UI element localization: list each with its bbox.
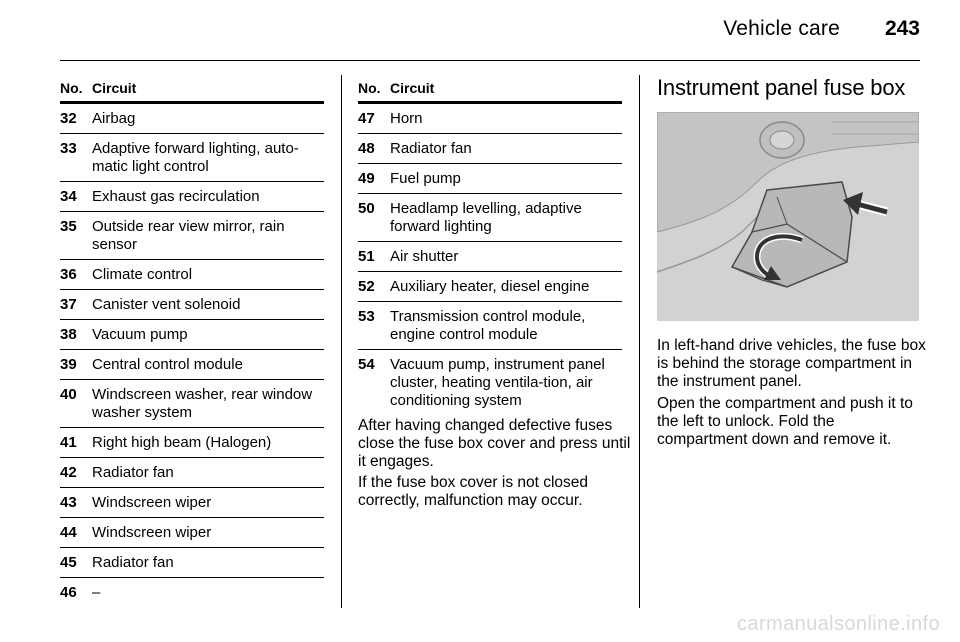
header-rule [60,60,920,61]
watermark: carmanualsonline.info [737,613,940,635]
fuse-circuit: Radiator fan [390,140,472,157]
fuse-row [358,194,622,242]
fuse-row [60,134,324,182]
fuse-row [358,272,622,302]
fuse-circuit: Radiator fan [92,464,174,481]
fuse-number: 50 [358,200,375,217]
fuse-circuit: Windscreen washer, rear window washer system [92,386,313,421]
fuse-row [358,134,622,164]
fuse-table-right [358,80,622,415]
fuse-circuit: – [92,584,101,601]
fuse-box-removal-text: Open the compartment and push it to the left to unlock. Fold the compartment down and remove it. [657,395,913,448]
fuse-number: 39 [60,356,77,373]
fuse-circuit: Windscreen wiper [92,494,212,511]
column-header-circuit: Circuit [92,80,137,96]
fuse-number: 52 [358,278,375,295]
fuse-circuit: Air shutter [390,248,459,265]
fuse-row [60,380,324,428]
fuse-box-illustration [657,112,919,321]
fuse-number: 34 [60,188,77,205]
fuse-row [60,182,324,212]
fuse-row [60,488,324,518]
fuse-row [358,104,622,134]
fuse-circuit: Airbag [92,110,136,127]
fuse-circuit: Canister vent solenoid [92,296,241,313]
fuse-row [60,350,324,380]
fuse-number: 38 [60,326,77,343]
fuse-row [60,212,324,260]
fuse-number: 33 [60,140,77,157]
fuse-row [60,428,324,458]
fuse-row [60,458,324,488]
fuse-circuit: Vacuum pump, instrument panel cluster, heating ventila-tion, air conditioning system [390,356,605,409]
fuse-number: 48 [358,140,375,157]
fuse-number: 45 [60,554,77,571]
fuse-number: 36 [60,266,77,283]
fuse-row [60,320,324,350]
fuse-number: 54 [358,356,375,373]
fuse-cover-instruction: After having changed defective fuses close the fuse box cover and press until it engages. [358,417,631,470]
fuse-row [60,104,324,134]
fuse-circuit: Climate control [92,266,193,283]
fuse-number: 49 [358,170,375,187]
fuse-table-left [60,80,324,607]
fuse-circuit: Right high beam (Halogen) [92,434,272,451]
fuse-circuit: Fuel pump [390,170,461,187]
fuse-box-location-text: In left-hand drive vehicles, the fuse box is behind the storage compartment in the instrument panel. [657,337,926,390]
fuse-row [60,290,324,320]
fuse-circuit: Exhaust gas recirculation [92,188,260,205]
fuse-number: 43 [60,494,77,511]
column-header-circuit: Circuit [390,80,435,96]
fuse-number: 53 [358,308,375,325]
fuse-number: 41 [60,434,77,451]
fuse-circuit: Headlamp levelling, adaptive forward lighting [390,200,582,235]
fuse-row [60,518,324,548]
running-header-title: Vehicle care [723,17,840,40]
fuse-circuit: Horn [390,110,423,127]
malfunction-warning: If the fuse box cover is not closed correctly, malfunction may occur. [358,474,589,509]
fuse-row [60,260,324,290]
fuse-circuit: Transmission control module, engine control module [390,308,586,343]
fuse-circuit: Adaptive forward lighting, auto-matic light control [92,140,299,175]
fuse-circuit: Outside rear view mirror, rain sensor [92,218,285,253]
column-header-no: No. [60,80,83,96]
fuse-number: 35 [60,218,77,235]
fuse-row [60,578,324,607]
column-divider-right [639,75,640,608]
fuse-number: 37 [60,296,77,313]
fuse-number: 46 [60,584,77,601]
column-divider-left [341,75,342,608]
fuse-circuit: Central control module [92,356,243,373]
fuse-number: 47 [358,110,375,127]
page-number: 243 [884,17,920,40]
fuse-row [60,548,324,578]
column-header-no: No. [358,80,381,96]
fuse-row [358,350,622,415]
fuse-circuit: Windscreen wiper [92,524,212,541]
fuse-row [358,242,622,272]
fuse-row [358,164,622,194]
fuse-row [358,302,622,350]
fuse-circuit: Radiator fan [92,554,174,571]
fuse-number: 32 [60,110,77,127]
table-header [358,80,622,104]
fuse-circuit: Vacuum pump [92,326,188,343]
fuse-number: 51 [358,248,375,265]
fuse-number: 40 [60,386,77,403]
table-header [60,80,324,104]
fuse-number: 42 [60,464,77,481]
fuse-circuit: Auxiliary heater, diesel engine [390,278,590,295]
fuse-number: 44 [60,524,77,541]
section-title: Instrument panel fuse box [657,75,906,100]
